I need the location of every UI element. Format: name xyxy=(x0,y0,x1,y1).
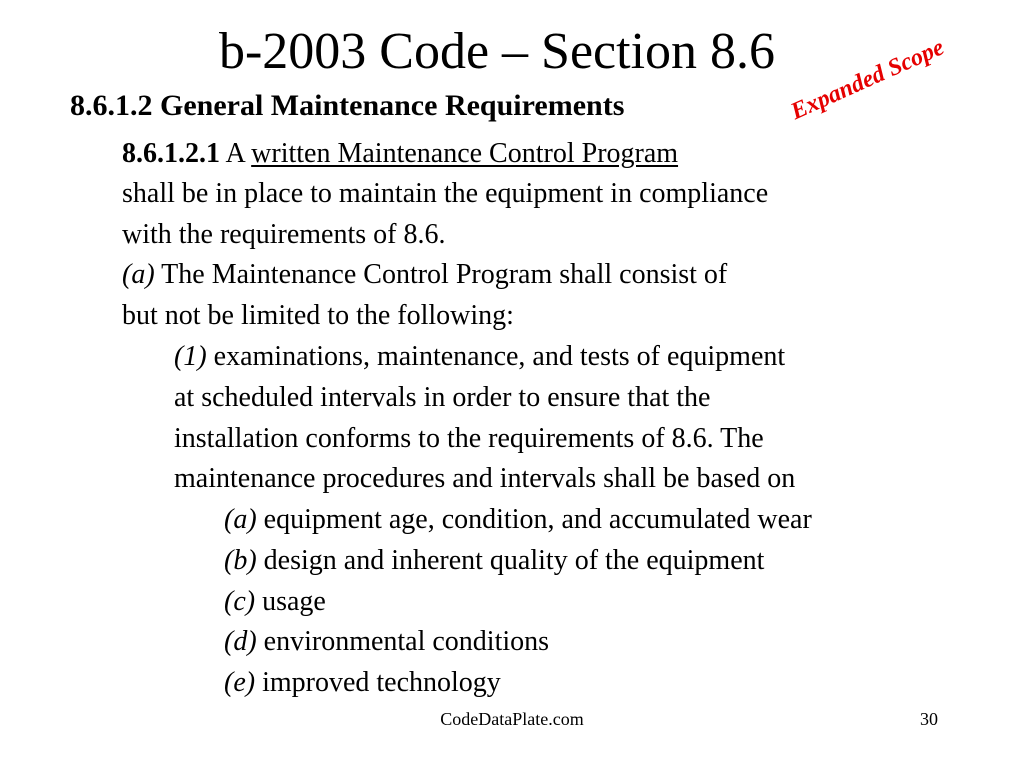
slide-title: b-2003 Code – Section 8.6 xyxy=(218,23,776,80)
item-1-line-4: maintenance procedures and intervals shall be based on xyxy=(174,463,796,494)
footer-source: CodeDataPlate.com xyxy=(440,709,584,729)
list-item-marker: (b) xyxy=(224,545,257,576)
maintenance-program-term: written Maintenance Control Program xyxy=(251,138,679,169)
list-item-marker: (e) xyxy=(224,667,256,698)
list-item-marker: (d) xyxy=(224,626,257,657)
para-a-line-2: but not be limited to the following: xyxy=(122,300,514,331)
list-item-text: environmental conditions xyxy=(263,626,550,657)
list-item-marker: (a) xyxy=(224,504,257,535)
para-8-6-1-2-1-line-2: shall be in place to maintain the equipment in compliance xyxy=(122,178,769,209)
list-item xyxy=(224,541,764,581)
clause-number: 8.6.1.2.1 xyxy=(122,138,220,169)
para-a-line-1 xyxy=(122,255,727,295)
list-item xyxy=(224,582,326,622)
item-1-line-1 xyxy=(174,337,785,377)
list-item-marker: (c) xyxy=(224,586,256,617)
item-1-line-3: installation conforms to the requirements of 8.6. The xyxy=(174,423,764,454)
para-a-marker: (a) xyxy=(122,259,155,290)
list-item-text: improved technology xyxy=(262,667,501,698)
item-1-text: examinations, maintenance, and tests of equipment xyxy=(213,341,786,372)
list-item-text: design and inherent quality of the equipment xyxy=(263,545,765,576)
list-item-text: equipment age, condition, and accumulated wear xyxy=(263,504,812,535)
clause-lead: A xyxy=(225,138,245,169)
page-number: 30 xyxy=(920,709,938,729)
section-heading: 8.6.1.2 General Maintenance Requirements xyxy=(70,89,625,122)
list-item xyxy=(224,663,501,703)
para-a-text: The Maintenance Control Program shall consist of xyxy=(161,259,728,290)
item-1-line-2: at scheduled intervals in order to ensure that the xyxy=(174,382,711,413)
item-1-marker: (1) xyxy=(174,341,207,372)
expanded-scope-stamp: Expanded Scope xyxy=(787,34,949,126)
list-item xyxy=(224,622,549,662)
para-8-6-1-2-1-line-3: with the requirements of 8.6. xyxy=(122,219,446,250)
para-8-6-1-2-1-line-1 xyxy=(122,134,678,174)
list-item xyxy=(224,500,812,540)
list-item-text: usage xyxy=(262,586,326,617)
